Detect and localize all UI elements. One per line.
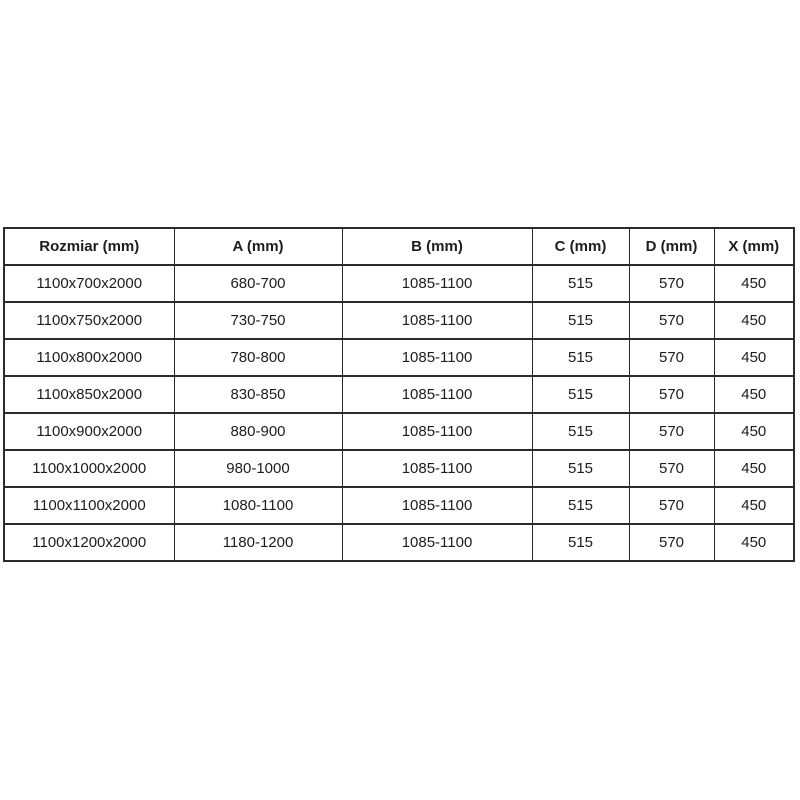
column-header-d: D (mm) [629, 228, 714, 265]
table-cell: 515 [532, 376, 629, 413]
table-cell: 1100x1100x2000 [4, 487, 174, 524]
table-cell: 1100x700x2000 [4, 265, 174, 302]
table-cell: 830-850 [174, 376, 342, 413]
table-row [4, 450, 794, 487]
table-row [4, 265, 794, 302]
table-cell: 1100x750x2000 [4, 302, 174, 339]
table-cell: 450 [714, 450, 794, 487]
table-row [4, 413, 794, 450]
table-cell: 1085-1100 [342, 487, 532, 524]
table-row [4, 302, 794, 339]
table-cell: 450 [714, 376, 794, 413]
table-cell: 1085-1100 [342, 265, 532, 302]
table-row [4, 487, 794, 524]
table-cell: 1085-1100 [342, 339, 532, 376]
table-cell: 570 [629, 487, 714, 524]
table-header-row [4, 228, 794, 265]
table-cell: 1085-1100 [342, 302, 532, 339]
table-cell: 1085-1100 [342, 450, 532, 487]
column-header-x: X (mm) [714, 228, 794, 265]
table-cell: 450 [714, 524, 794, 561]
table-cell: 570 [629, 524, 714, 561]
table-cell: 570 [629, 450, 714, 487]
table-cell: 570 [629, 302, 714, 339]
table-cell: 570 [629, 265, 714, 302]
column-header-rozmiar: Rozmiar (mm) [4, 228, 174, 265]
table-cell: 515 [532, 413, 629, 450]
table-cell: 450 [714, 265, 794, 302]
table-cell: 1100x800x2000 [4, 339, 174, 376]
table-cell: 515 [532, 302, 629, 339]
table-cell: 1100x900x2000 [4, 413, 174, 450]
size-specification-table [3, 227, 795, 562]
column-header-c: C (mm) [532, 228, 629, 265]
table-cell: 515 [532, 339, 629, 376]
table-cell: 450 [714, 302, 794, 339]
table-cell: 515 [532, 487, 629, 524]
table-cell: 570 [629, 339, 714, 376]
table-row [4, 376, 794, 413]
table-row [4, 339, 794, 376]
table-cell: 780-800 [174, 339, 342, 376]
table-cell: 1100x850x2000 [4, 376, 174, 413]
table-cell: 1085-1100 [342, 376, 532, 413]
column-header-a: A (mm) [174, 228, 342, 265]
table-cell: 1100x1200x2000 [4, 524, 174, 561]
table-cell: 1080-1100 [174, 487, 342, 524]
table-cell: 515 [532, 524, 629, 561]
table-cell: 1085-1100 [342, 413, 532, 450]
table-cell: 450 [714, 339, 794, 376]
table-cell: 1085-1100 [342, 524, 532, 561]
table-cell: 980-1000 [174, 450, 342, 487]
table-cell: 450 [714, 487, 794, 524]
table-cell: 880-900 [174, 413, 342, 450]
table-cell: 1180-1200 [174, 524, 342, 561]
table-cell: 680-700 [174, 265, 342, 302]
table-cell: 515 [532, 265, 629, 302]
table-row [4, 524, 794, 561]
table-cell: 1100x1000x2000 [4, 450, 174, 487]
table-cell: 730-750 [174, 302, 342, 339]
table-cell: 570 [629, 413, 714, 450]
table-body [4, 265, 794, 561]
table-cell: 450 [714, 413, 794, 450]
table-cell: 570 [629, 376, 714, 413]
table-cell: 515 [532, 450, 629, 487]
column-header-b: B (mm) [342, 228, 532, 265]
